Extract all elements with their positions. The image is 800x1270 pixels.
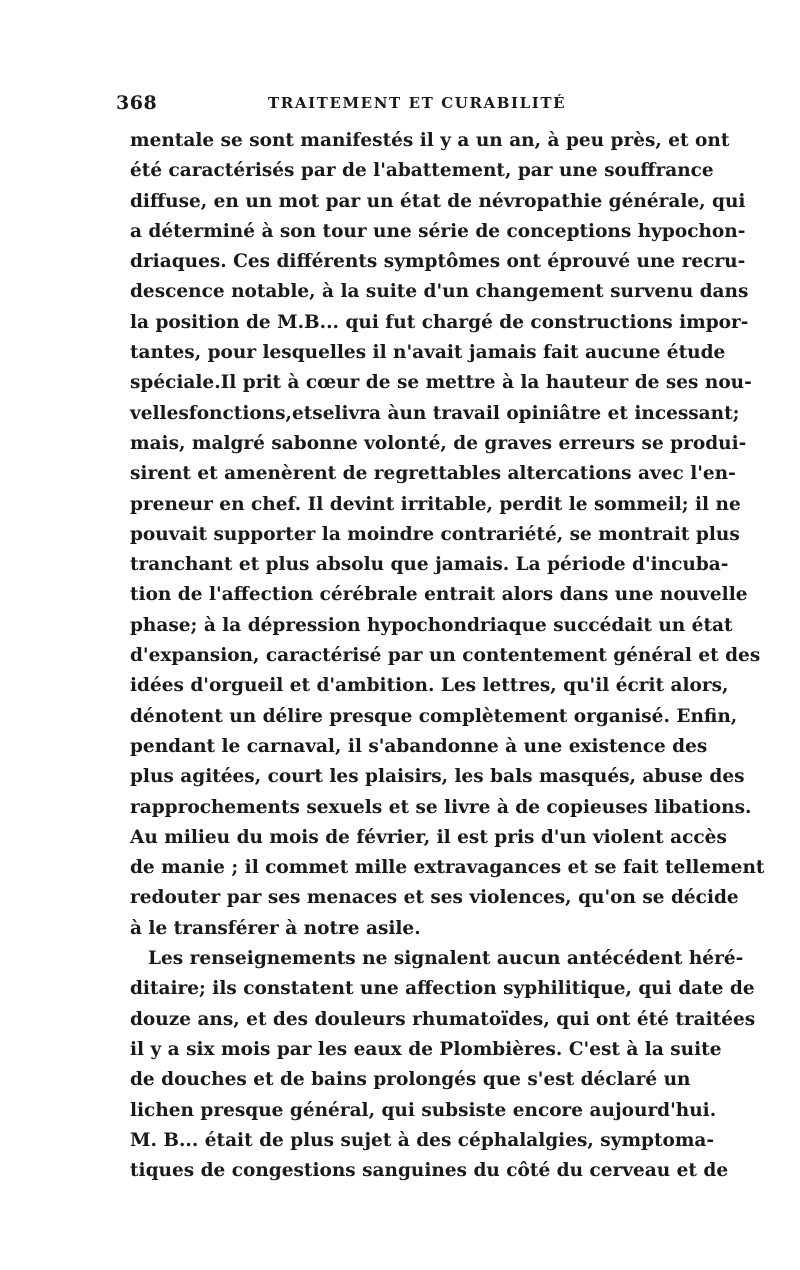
- text-line: vellesfonctions,etselivra àun travail opiniâtre et incessant;: [130, 402, 740, 424]
- text-line: tranchant et plus absolu que jamais. La période d'incuba-: [130, 554, 729, 576]
- text-line: la position de M.B... qui fut chargé de constructions impor-: [130, 311, 749, 333]
- text-line: M. B... était de plus sujet à des céphalalgies, symptoma-: [130, 1129, 715, 1151]
- text-line: douze ans, et des douleurs rhumatoïdes, qui ont été traitées: [130, 1008, 756, 1030]
- page-header: [116, 92, 682, 120]
- text-line: Au milieu du mois de février, il est pris d'un violent accès: [130, 826, 727, 848]
- text-line: tantes, pour lesquelles il n'avait jamais fait aucune étude: [130, 342, 726, 364]
- text-line: Les renseignements ne signalent aucun antécédent héré-: [148, 948, 744, 970]
- text-line: dénotent un délire presque complètement organisé. Enfin,: [130, 705, 738, 727]
- page-number: 368: [116, 92, 158, 114]
- text-line: tion de l'affection cérébrale entrait alors dans une nouvelle: [130, 584, 748, 606]
- paragraph: [130, 126, 765, 944]
- paragraph: [130, 944, 756, 1186]
- text-line: redouter par ses menaces et ses violences, qu'on se décide: [130, 887, 739, 909]
- body-text: [130, 126, 765, 1186]
- text-line: rapprochements sexuels et se livre à de copieuses libations.: [130, 796, 752, 818]
- running-head: TRAITEMENT ET CURABILITÉ: [268, 94, 567, 112]
- text-line: d'expansion, caractérisé par un contentement général et des: [130, 645, 761, 667]
- text-line: à le transférer à notre asile.: [130, 917, 421, 939]
- text-line: descence notable, à la suite d'un changement survenu dans: [130, 281, 749, 303]
- text-line: plus agitées, court les plaisirs, les bals masqués, abuse des: [130, 766, 745, 788]
- text-line: de douches et de bains prolongés que s'est déclaré un: [130, 1069, 691, 1091]
- text-line: driaques. Ces différents symptômes ont éprouvé une recru-: [130, 251, 746, 273]
- text-line: idées d'orgueil et d'ambition. Les lettres, qu'il écrit alors,: [130, 675, 729, 697]
- text-line: a déterminé à son tour une série de conceptions hypochon-: [130, 220, 746, 242]
- text-line: tiques de congestions sanguines du côté du cerveau et de: [130, 1160, 729, 1182]
- text-line: pouvait supporter la moindre contrariété, se montrait plus: [130, 523, 740, 545]
- text-line: mais, malgré sabonne volonté, de graves erreurs se produi-: [130, 432, 747, 454]
- text-line: diffuse, en un mot par un état de névropathie générale, qui: [130, 190, 746, 212]
- text-line: de manie ; il commet mille extravagances et se fait tellement: [130, 857, 765, 879]
- text-line: preneur en chef. Il devint irritable, perdit le sommeil; il ne: [130, 493, 741, 515]
- text-line: été caractérisés par de l'abattement, par une souffrance: [130, 160, 714, 182]
- text-line: pendant le carnaval, il s'abandonne à une existence des: [130, 735, 708, 757]
- text-line: mentale se sont manifestés il y a un an, à peu près, et ont: [130, 130, 730, 151]
- text-line: phase; à la dépression hypochondriaque succédait un état: [130, 614, 733, 636]
- text-line: il y a six mois par les eaux de Plombières. C'est à la suite: [130, 1038, 722, 1060]
- text-line: spéciale.Il prit à cœur de se mettre à la hauteur de ses nou-: [130, 372, 752, 394]
- text-line: lichen presque général, qui subsiste encore aujourd'hui.: [130, 1099, 717, 1121]
- text-line: sirent et amenèrent de regrettables altercations avec l'en-: [130, 463, 736, 485]
- text-line: ditaire; ils constatent une affection syphilitique, qui date de: [130, 978, 755, 1000]
